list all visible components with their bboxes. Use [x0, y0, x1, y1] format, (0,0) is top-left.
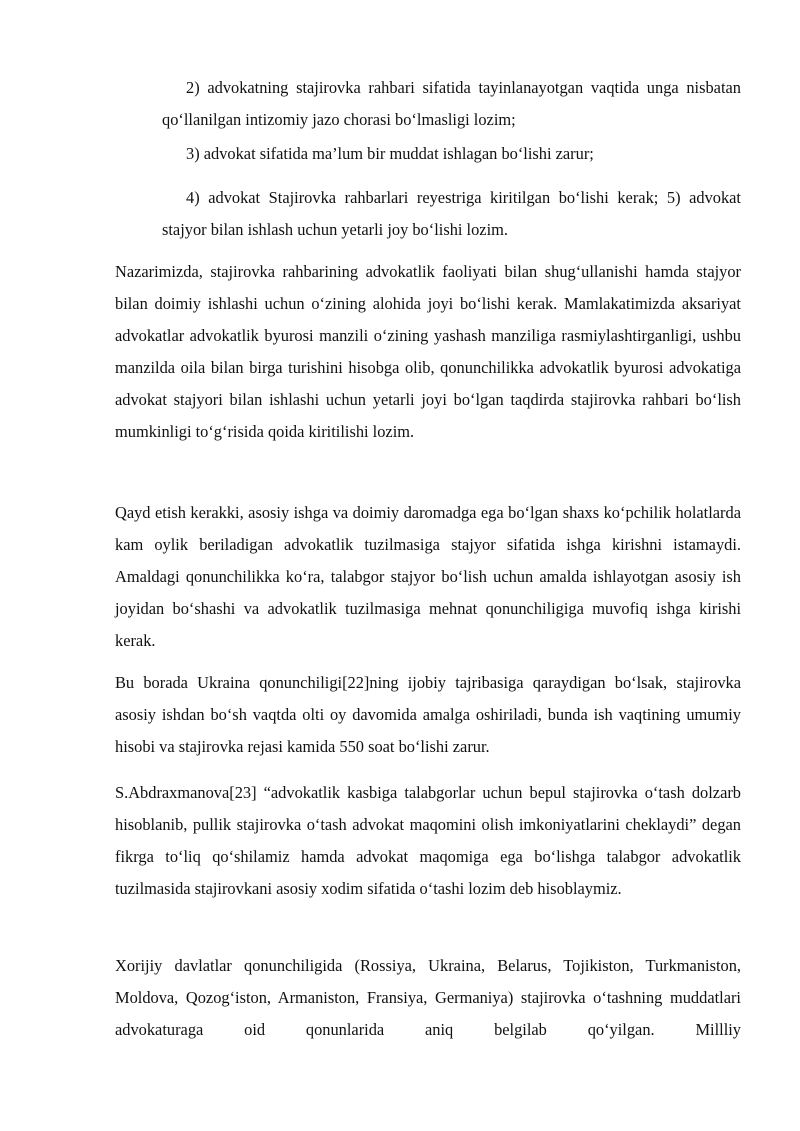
paragraph-nazarimizda: Nazarimizda, stajirovka rahbarining advokatlik faoliyati bilan shug‘ullanishi hamda stajyor bilan doimiy ishlashi uchun o‘zining alohida joyi bo‘lishi kerak. Mamlakatimizda aksariyat advokatlar advokatlik byurosi manzili o‘zining yashash manziliga rasmiylashtirganligi, ushbu manzilda oila bilan birga turishini hisobga olib, qonunchilikka advokatlik byurosi advokatiga advokat stajyori bilan ishlashi uchun yetarli joyi bo‘lgan taqdirda stajirovka rahbari bo‘lish mumkinligi to‘g‘risida qoida kiritilishi lozim. — [115, 262, 741, 441]
list-item-3: 3) advokat sifatida ma’lum bir muddat ishlagan bo‘lishi zarur; — [186, 144, 594, 163]
list-item-2: 2) advokatning stajirovka rahbari sifatida tayinlanayotgan vaqtida unga nisbatan qo‘llanilgan intizomiy jazo chorasi bo‘lmasligi lozim; — [162, 78, 741, 129]
paragraph-xorijiy: Xorijiy davlatlar qonunchiligida (Rossiya, Ukraina, Belarus, Tojikiston, Turkmaniston, Moldova, Qozog‘iston, Armaniston, Fransiya, Germaniya) stajirovka o‘tashning muddatlari advokaturaga oid qonunlarida aniq belgilab qo‘yilgan. Millliy — [115, 956, 741, 1039]
paragraph-abdraxmanova: S.Abdraxmanova[23] “advokatlik kasbiga talabgorlar uchun bepul stajirovka o‘tash dolzarb hisoblanib, pullik stajirovka o‘tash advokat maqomini olish imkoniyatlarini cheklaydi” degan fikrga to‘liq qo‘shilamiz hamda advokat maqomiga ega bo‘lishga talabgor advokatlik tuzilmasida stajirovkani asosiy xodim sifatida o‘tashi lozim deb hisoblaymiz. — [115, 783, 741, 898]
paragraph-qayd-etish: Qayd etish kerakki, asosiy ishga va doimiy daromadga ega bo‘lgan shaxs ko‘pchilik holatlarda kam oylik beriladigan advokatlik tuzilmasiga stajyor sifatida ishga kirishni istamaydi. Amaldagi qonunchilikka ko‘ra, talabgor stajyor bo‘lish uchun amalda ishlayotgan asosiy ish joyidan bo‘shashi va advokatlik tuzilmasiga mehnat qonunchiligiga muvofiq ishga kirishi kerak. — [115, 503, 741, 650]
list-item-4-5: 4) advokat Stajirovka rahbarlari reyestriga kiritilgan bo‘lishi kerak; 5) advokat stajyor bilan ishlash uchun yetarli joy bo‘lishi lozim. — [162, 188, 741, 239]
paragraph-ukraina: Bu borada Ukraina qonunchiligi[22]ning ijobiy tajribasiga qaraydigan bo‘lsak, stajirovka asosiy ishdan bo‘sh vaqtda olti oy davomida amalga oshiriladi, bunda ish vaqtining umumiy hisobi va stajirovka rejasi kamida 550 soat bo‘lishi zarur. — [115, 673, 741, 756]
